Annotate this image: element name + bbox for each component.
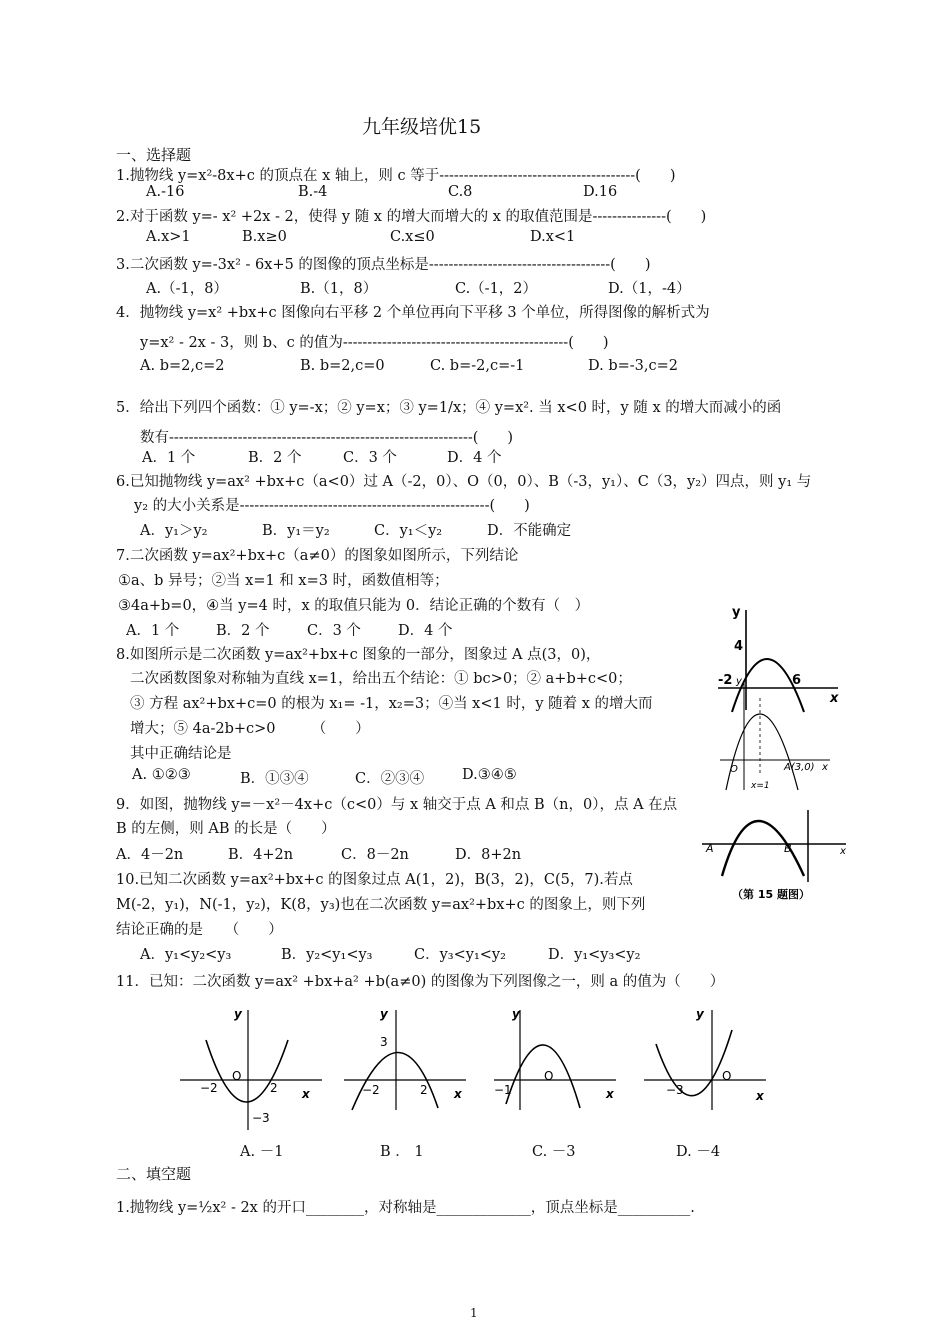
q7-label-m2: -2: [718, 673, 733, 688]
q8-option-a: A. ①②③: [132, 767, 191, 783]
q1-stem: 1.抛物线 y=x²-8x+c 的顶点在 x 轴上，则 c 等于----------------------------------------( ): [116, 168, 676, 184]
q11b-x-label: x: [454, 1087, 462, 1101]
q10-option-b: B．y₂<y₁<y₃: [281, 947, 373, 963]
q6-option-c: C．y₁＜y₂: [374, 523, 443, 539]
q11b-y-label: y: [380, 1007, 388, 1021]
q10-option-d: D．y₁<y₃<y₂: [548, 947, 641, 963]
q4-option-b: B. b=2,c=0: [300, 358, 385, 374]
q9-point-a-label: A: [706, 842, 714, 855]
q7-option-a: A．1 个: [126, 623, 180, 639]
q11-graph-a: [176, 1004, 326, 1132]
q8-option-b: B．①③④: [240, 771, 309, 787]
q11b-label-2: 2: [420, 1083, 428, 1097]
q6-option-d: D．不能确定: [487, 523, 572, 539]
q5-stem-line2: 数有--------------------------------------------------------------( ): [140, 430, 514, 446]
q9-x-label: x: [840, 846, 846, 857]
q9-option-d: D．8+2n: [455, 847, 522, 863]
q9-graph: [700, 806, 848, 906]
q8-line3: ③ 方程 ax²+bx+c=0 的根为 x₁= -1，x₂=3；④当 x<1 时，y 随着 x 的增大而: [130, 696, 653, 712]
q3-option-a: A.（-1，8）: [146, 281, 228, 297]
q1-option-a: A.-16: [146, 184, 185, 200]
q8-line4: 增大；⑤ 4a-2b+c>0 （ ）: [130, 721, 370, 737]
q9-figure-caption: （第 15 题图）: [732, 888, 810, 901]
q3-stem: 3.二次函数 y=-3x² - 6x+5 的图像的顶点坐标是-------------------------------------( ): [116, 257, 651, 273]
q9-line1: 9．如图，抛物线 y=－x²－4x+c（c<0）与 x 轴交于点 A 和点 B（n，0），点 A 在点: [116, 797, 678, 813]
q11d-x-label: x: [756, 1089, 764, 1103]
q8-option-d: D.③④⑤: [462, 767, 517, 783]
q8-y-label: y: [736, 678, 742, 687]
q4-option-d: D. b=-3,c=2: [588, 358, 678, 374]
q11d-origin: O: [722, 1069, 732, 1083]
q8-line5: 其中正确结论是: [130, 746, 232, 762]
q8-point-a-label: A(3,0): [784, 762, 815, 773]
q2-option-a: A.x>1: [146, 229, 191, 245]
fill1-stem: 1.抛物线 y=½x² - 2x 的开口________，对称轴是_____________，顶点坐标是__________.: [116, 1200, 695, 1216]
q11c-x-label: x: [606, 1087, 614, 1101]
q11-graph-c: [490, 1004, 620, 1132]
q11b-parabola: [352, 1052, 438, 1110]
q7-option-b: B．2 个: [216, 623, 270, 639]
q11-option-a: A. －1: [240, 1144, 284, 1160]
q7-y-label: y: [732, 605, 741, 620]
q11-graph-d: [640, 1004, 770, 1132]
q11d-label-m3: −3: [666, 1083, 684, 1097]
q5-option-c: C．3 个: [343, 450, 397, 466]
q2-option-c: C.x≤0: [390, 229, 435, 245]
q4-stem-line1: 4．抛物线 y=x² +bx+c 图像向右平移 2 个单位再向下平移 3 个单位，所得图像的解析式为: [116, 305, 710, 321]
q1-option-b: B.-4: [298, 184, 328, 200]
q6-stem-line2: y₂ 的大小关系是---------------------------------------------------( ): [134, 498, 530, 514]
q9-option-b: B．4+2n: [228, 847, 294, 863]
q11c-label-m1: −1: [494, 1083, 512, 1097]
q11-stem: 11．已知：二次函数 y=ax² +bx+a² +b(a≠0) 的图像为下列图像之一，则 a 的值为（ ）: [116, 974, 725, 990]
q4-stem-line2: y=x² - 2x - 3，则 b、c 的值为----------------------------------------------( ): [140, 335, 609, 351]
q5-option-d: D．4 个: [447, 450, 502, 466]
q3-option-c: C.（-1，2）: [455, 281, 538, 297]
q4-option-a: A. b=2,c=2: [140, 358, 225, 374]
q10-line1: 10.已知二次函数 y=ax²+bx+c 的图象过点 A(1，2)，B(3，2)，C(5，7).若点: [116, 872, 633, 888]
q8-line2: 二次函数图象对称轴为直线 x=1，给出五个结论：① bc>0；② a+b+c<0；: [130, 671, 632, 687]
q11-option-c: C. －3: [532, 1144, 576, 1160]
q11a-label-m3: −3: [252, 1111, 270, 1125]
q11b-label-m2: −2: [362, 1083, 380, 1097]
q3-option-d: D.（1，-4）: [608, 281, 691, 297]
q10-line3: 结论正确的是 （ ）: [116, 922, 283, 938]
q8-parabola: [726, 714, 798, 790]
section-choice-heading: 一、选择题: [116, 146, 192, 164]
q8-option-c: C．②③④: [355, 771, 425, 787]
page-title: 九年级培优15: [362, 116, 482, 138]
q7-label-6: 6: [792, 673, 802, 688]
q11-option-b: B ． 1: [380, 1144, 424, 1160]
q7-conclusions-1: ①a、b 异号；②当 x=1 和 x=3 时，函数值相等；: [118, 573, 449, 589]
q11c-y-label: y: [512, 1007, 520, 1021]
q3-option-b: B.（1，8）: [300, 281, 378, 297]
q7-conclusions-2: ③4a+b=0，④当 y=4 时，x 的取值只能为 0．结论正确的个数有（ ）: [118, 598, 590, 614]
q8-graph: [718, 678, 832, 792]
q11a-origin: O: [232, 1069, 242, 1083]
q9-line2: B 的左侧，则 AB 的长是（ ）: [116, 821, 336, 837]
q2-option-d: D.x<1: [530, 229, 576, 245]
q5-option-b: B．2 个: [248, 450, 302, 466]
q4-option-c: C. b=-2,c=-1: [430, 358, 525, 374]
q11b-label-3: 3: [380, 1035, 388, 1049]
q11c-parabola: [506, 1045, 580, 1108]
q11c-origin: O: [544, 1069, 554, 1083]
q7-label-4: 4: [734, 639, 744, 654]
q6-option-b: B．y₁＝y₂: [262, 523, 330, 539]
q9-option-a: A．4－2n: [116, 847, 184, 863]
q11d-y-label: y: [696, 1007, 704, 1021]
q8-line1: 8.如图所示是二次函数 y=ax²+bx+c 图象的一部分，图象过 A 点(3，0)，: [116, 647, 601, 663]
q11a-label-2: 2: [270, 1081, 278, 1095]
q10-option-c: C．y₃<y₁<y₂: [414, 947, 506, 963]
q2-stem: 2.对于函数 y=- x² +2x - 2，使得 y 随 x 的增大而增大的 x 的取值范围是---------------( ): [116, 209, 707, 225]
q5-stem-line1: 5．给出下列四个函数：① y=-x；② y=x；③ y=1/x；④ y=x². 当 x<0 时，y 随 x 的增大而减小的函: [116, 400, 782, 416]
q6-stem-line1: 6.已知抛物线 y=ax² +bx+c（a<0）过 A（-2，0）、O（0，0）、B（-3，y₁）、C（3，y₂）四点，则 y₁ 与: [116, 474, 812, 490]
q1-option-c: C.8: [448, 184, 473, 200]
q8-symmetry-label: x=1: [751, 781, 770, 791]
q9-option-c: C．8－2n: [341, 847, 409, 863]
q9-point-b-label: B: [784, 842, 792, 855]
q11-graph-b: [340, 1004, 470, 1132]
q11a-y-label: y: [234, 1007, 242, 1021]
q7-option-c: C．3 个: [307, 623, 361, 639]
q10-line2: M(-2，y₁)，N(-1，y₂)，K(8，y₃)也在二次函数 y=ax²+bx+c 的图象上，则下列: [116, 897, 646, 913]
q1-option-d: D.16: [583, 184, 618, 200]
q7-option-d: D．4 个: [398, 623, 453, 639]
q5-option-a: A．1 个: [142, 450, 196, 466]
q11a-x-label: x: [302, 1087, 310, 1101]
q7-x-label: x: [830, 691, 839, 706]
q10-option-a: A．y₁<y₂<y₃: [140, 947, 232, 963]
q8-x-label: x: [822, 762, 828, 773]
q7-stem: 7.二次函数 y=ax²+bx+c（a≠0）的图象如图所示，下列结论: [116, 548, 519, 564]
q2-option-b: B.x≥0: [242, 229, 287, 245]
q6-option-a: A．y₁＞y₂: [140, 523, 208, 539]
q8-origin-label: O: [730, 764, 738, 775]
page-number: 1: [470, 1306, 478, 1320]
q11a-label-m2: −2: [200, 1081, 218, 1095]
q9-parabola: [722, 821, 804, 876]
section-fill-heading: 二、填空题: [116, 1165, 192, 1183]
q11-option-d: D. －4: [676, 1144, 721, 1160]
